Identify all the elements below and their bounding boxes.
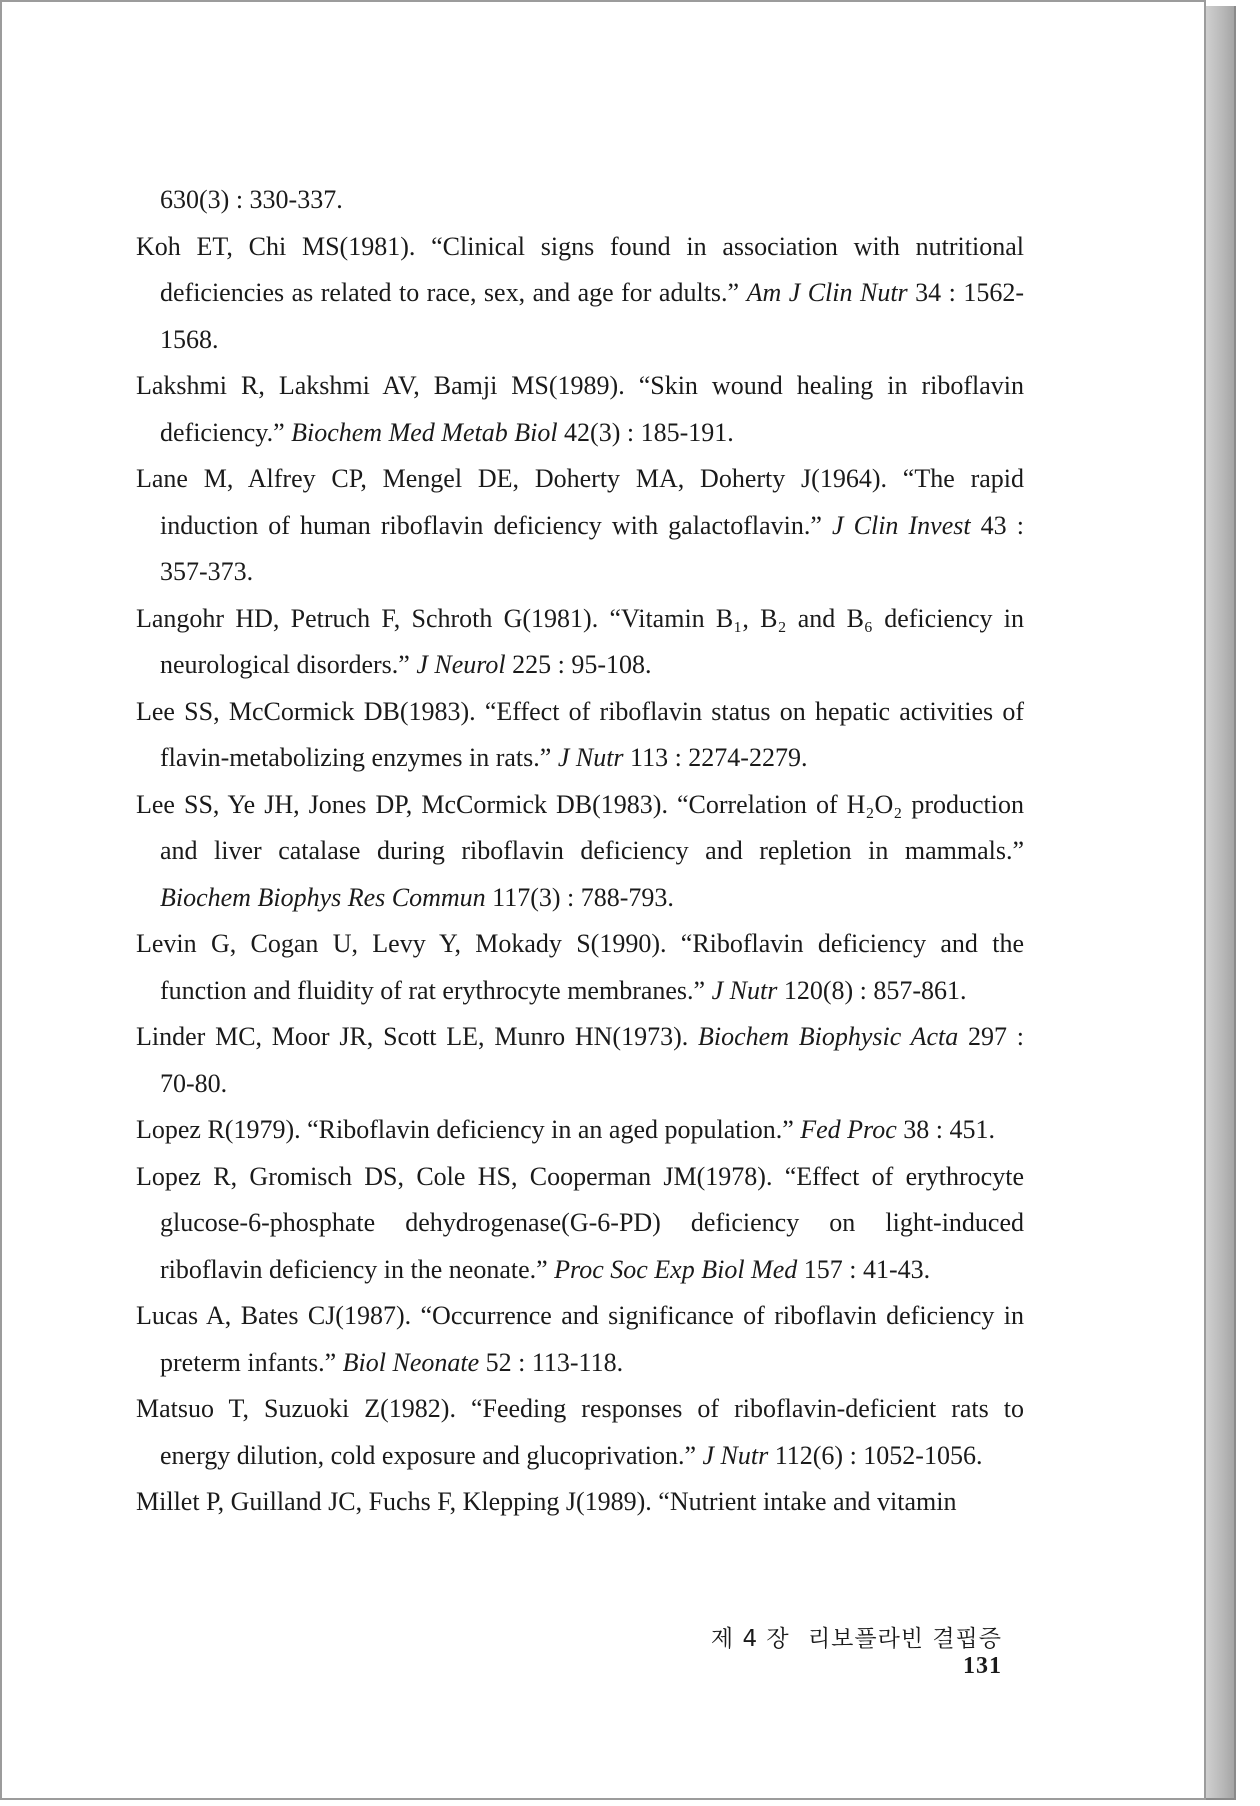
running-footer xyxy=(642,1620,1002,1680)
reference-entry: Matsuo T, Suzuoki Z(1982). “Feeding responses of riboflavin-deficient rats to energy dilution, cold exposure and glucoprivation.” J Nutr 112(6) : 1052-1056. xyxy=(136,1394,1024,1470)
reference-entry: 630(3) : 330-337. xyxy=(160,185,343,214)
page-number: 131 xyxy=(963,1653,1002,1679)
reference-entry: Millet P, Guilland JC, Fuchs F, Klepping J(1989). “Nutrient intake and vitamin xyxy=(136,1487,957,1516)
reference-entry: Langohr HD, Petruch F, Schroth G(1981). “Vitamin B₁, B₂ and B₆ deficiency in neurological disorders.” J Neurol 225 : 95-108. xyxy=(136,603,1024,679)
reference-entry: Lane M, Alfrey CP, Mengel DE, Doherty MA, Doherty J(1964). “The rapid induction of human riboflavin deficiency with galactoflavin.” J Clin Invest 43 : 357-373. xyxy=(136,464,1024,586)
reference-list xyxy=(136,177,1024,1526)
reference-entry: Linder MC, Moor JR, Scott LE, Munro HN(1973). Biochem Biophysic Acta 297 : 70-80. xyxy=(136,1022,1024,1098)
reference-entry: Lakshmi R, Lakshmi AV, Bamji MS(1989). “Skin wound healing in riboflavin deficiency.” Biochem Med Metab Biol 42(3) : 185-191. xyxy=(136,371,1024,447)
reference-entry: Lucas A, Bates CJ(1987). “Occurrence and significance of riboflavin deficiency in preterm infants.” Biol Neonate 52 : 113-118. xyxy=(136,1301,1024,1377)
reference-entry: Lopez R, Gromisch DS, Cole HS, Cooperman JM(1978). “Effect of erythrocyte glucose-6-phosphate dehydrogenase(G-6-PD) deficiency on light-induced riboflavin deficiency in the neonate.” Proc Soc Exp Biol Med 157 : 41-43. xyxy=(136,1161,1024,1284)
chapter-label: 제 4 장 xyxy=(710,1626,790,1652)
page-stack-edge xyxy=(1206,6,1236,1800)
reference-entry: Lee SS, McCormick DB(1983). “Effect of riboflavin status on hepatic activities of flavin-metabolizing enzymes in rats.” J Nutr 113 : 2274-2279. xyxy=(136,696,1024,772)
reference-entry: Lee SS, Ye JH, Jones DP, McCormick DB(1983). “Correlation of H₂O₂ production and liver catalase during riboflavin deficiency and repletion in mammals.” Biochem Biophys Res Commun 117(3) : 788-793. xyxy=(136,789,1024,912)
reference-entry: Lopez R(1979). “Riboflavin deficiency in an aged population.” Fed Proc 38 : 451. xyxy=(136,1115,995,1144)
reference-entry: Koh ET, Chi MS(1981). “Clinical signs found in association with nutritional deficiencies as related to race, sex, and age for adults.” Am J Clin Nutr 34 : 1562-1568. xyxy=(136,231,1024,354)
reference-entry: Levin G, Cogan U, Levy Y, Mokady S(1990). “Riboflavin deficiency and the function and fluidity of rat erythrocyte membranes.” J Nutr 120(8) : 857-861. xyxy=(136,929,1024,1005)
chapter-title: 리보플라빈 결핍증 xyxy=(807,1626,1002,1652)
